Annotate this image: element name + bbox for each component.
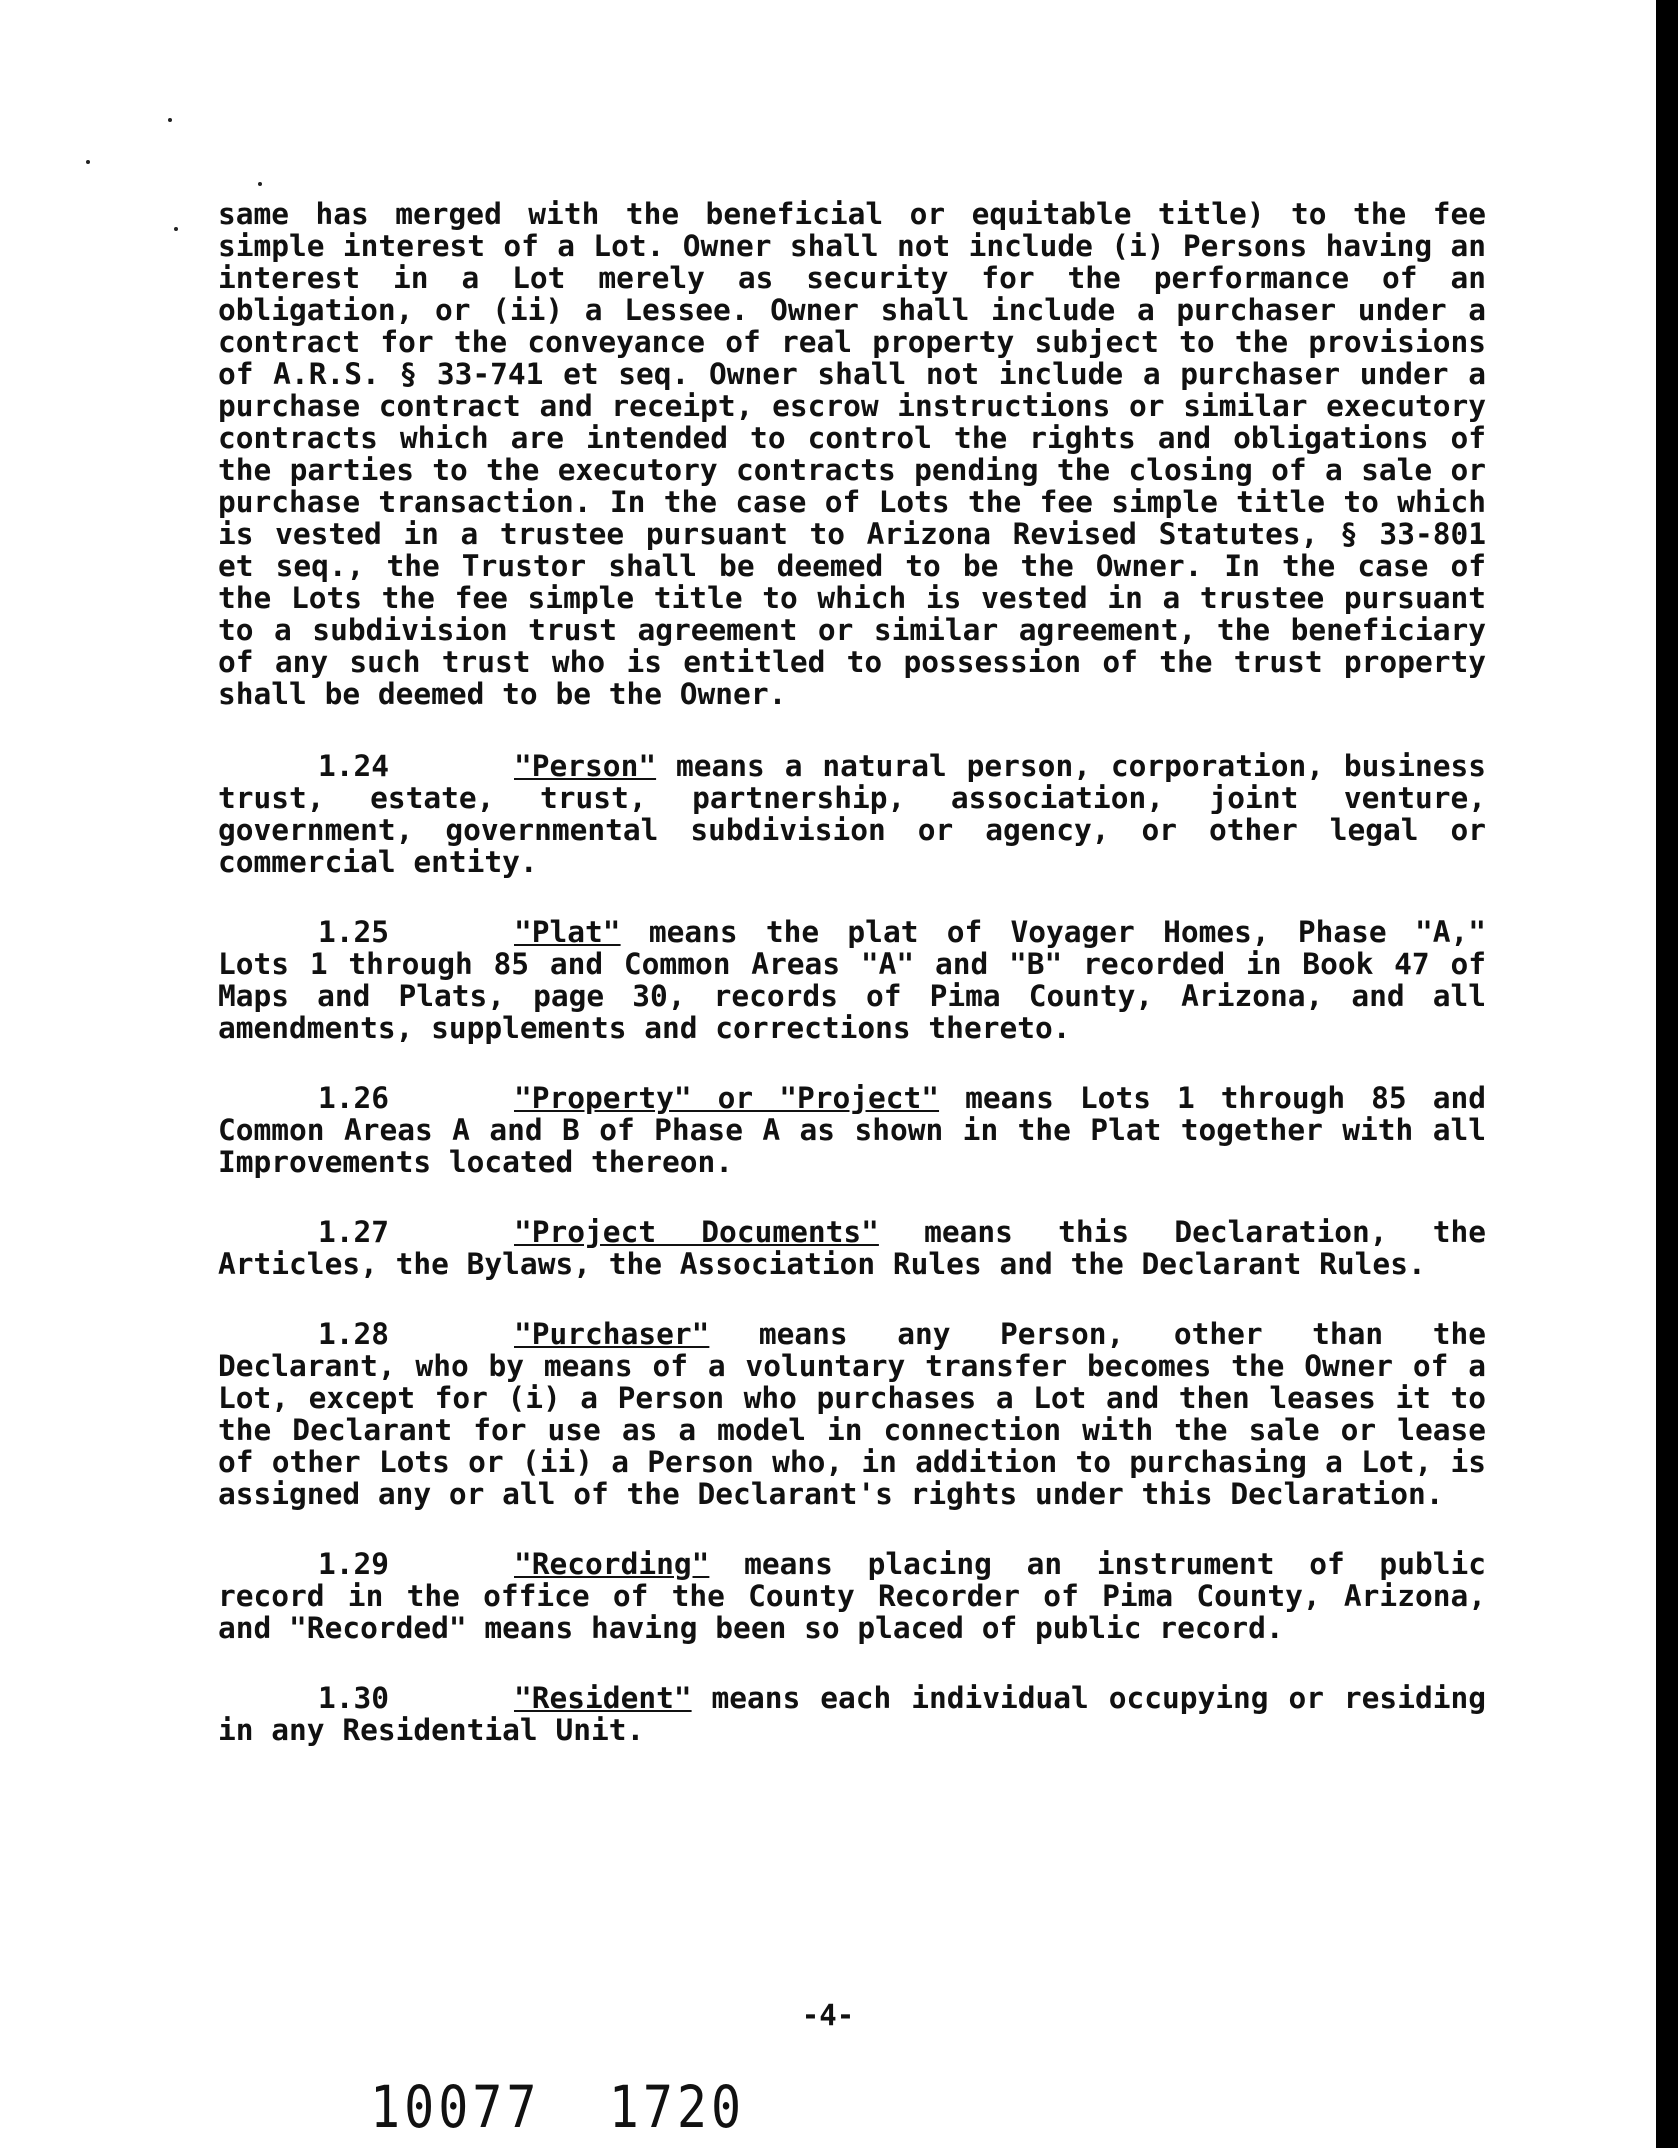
definition-1-30 bbox=[218, 1682, 1486, 1746]
section-number: 1.24 bbox=[318, 749, 390, 783]
definition-text: means each individual occupying or residing in any Residential Unit. bbox=[218, 1681, 1486, 1747]
definition-text: means placing an instrument of public record in the office of the County Recorder of Pima County, Arizona, and "Recorded" means having been so placed of public record. bbox=[218, 1547, 1486, 1645]
section-number: 1.26 bbox=[318, 1081, 390, 1115]
definition-1-29 bbox=[218, 1548, 1486, 1644]
definition-text: means a natural person, corporation, business trust, estate, trust, partnership, association, joint venture, government, governmental subdivision or agency, or other legal or commercial entity. bbox=[218, 749, 1486, 879]
defined-term: "Property" or "Project" bbox=[514, 1081, 940, 1115]
definition-1-24 bbox=[218, 750, 1486, 878]
continuation-paragraph: same has merged with the beneficial or equitable title) to the fee simple interest of a Lot. Owner shall not include (i) Persons having an interest in a Lot merely as security for the performance of an obligation, or (ii) a Lessee. Owner shall include a purchaser under a contract for the conveyance of real property subject to the provisions of A.R.S. § 33-741 et seq. Owner shall not include a purchaser under a purchase contract and receipt, escrow instructions or similar executory contracts which are intended to control the rights and obligations of the parties to the executory contracts pending the closing of a sale or purchase transaction. In the case of Lots the fee simple title to which is vested in a trustee pursuant to Arizona Revised Statutes, § 33-801 et seq., the Trustor shall be deemed to be the Owner. In the case of the Lots the fee simple title to which is vested in a trustee pursuant to a subdivision trust agreement or similar agreement, the beneficiary of any such trust who is entitled to possession of the trust property shall be deemed to be the Owner. bbox=[218, 197, 1486, 711]
scan-speck bbox=[168, 118, 172, 122]
section-number: 1.25 bbox=[318, 915, 390, 949]
section-number: 1.28 bbox=[318, 1317, 390, 1351]
defined-term: "Project Documents" bbox=[514, 1215, 879, 1249]
defined-term: "Resident" bbox=[514, 1681, 692, 1715]
definition-1-25 bbox=[218, 916, 1486, 1044]
defined-term: "Plat" bbox=[514, 915, 621, 949]
definition-text: means Lots 1 through 85 and Common Areas A and B of Phase A as shown in the Plat together with all Improvements located thereon. bbox=[218, 1081, 1486, 1179]
definition-text: means this Declaration, the Articles, the Bylaws, the Association Rules and the Declarant Rules. bbox=[218, 1215, 1487, 1281]
definition-1-28 bbox=[218, 1318, 1486, 1510]
recording-stamp: 10077 1720 bbox=[370, 2074, 746, 2141]
section-number: 1.29 bbox=[318, 1547, 390, 1581]
scan-speck bbox=[86, 160, 90, 164]
definition-text: means any Person, other than the Declarant, who by means of a voluntary transfer becomes the Owner of a Lot, except for (i) a Person who purchases a Lot and then leases it to the Declarant for use as a model in connection with the sale or lease of other Lots or (ii) a Person who, in addition to purchasing a Lot, is assigned any or all of the Declarant's rights under this Declaration. bbox=[218, 1317, 1486, 1511]
section-number: 1.30 bbox=[318, 1681, 390, 1715]
page-number: -4- bbox=[801, 1998, 855, 2032]
defined-term: "Recording" bbox=[514, 1547, 710, 1581]
section-number: 1.27 bbox=[318, 1215, 390, 1249]
scan-speck bbox=[258, 182, 262, 186]
definition-text: means the plat of Voyager Homes, Phase "A," Lots 1 through 85 and Common Areas "A" and "B" recorded in Book 47 of Maps and Plats, page 30, records of Pima County, Arizona, and all amendments, supplements and corrections thereto. bbox=[218, 915, 1486, 1045]
definition-1-26 bbox=[218, 1082, 1486, 1178]
defined-term: "Person" bbox=[514, 749, 657, 783]
definition-1-27 bbox=[218, 1216, 1486, 1280]
scan-speck bbox=[174, 227, 178, 231]
document-body bbox=[218, 198, 1486, 1784]
defined-term: "Purchaser" bbox=[514, 1317, 710, 1351]
